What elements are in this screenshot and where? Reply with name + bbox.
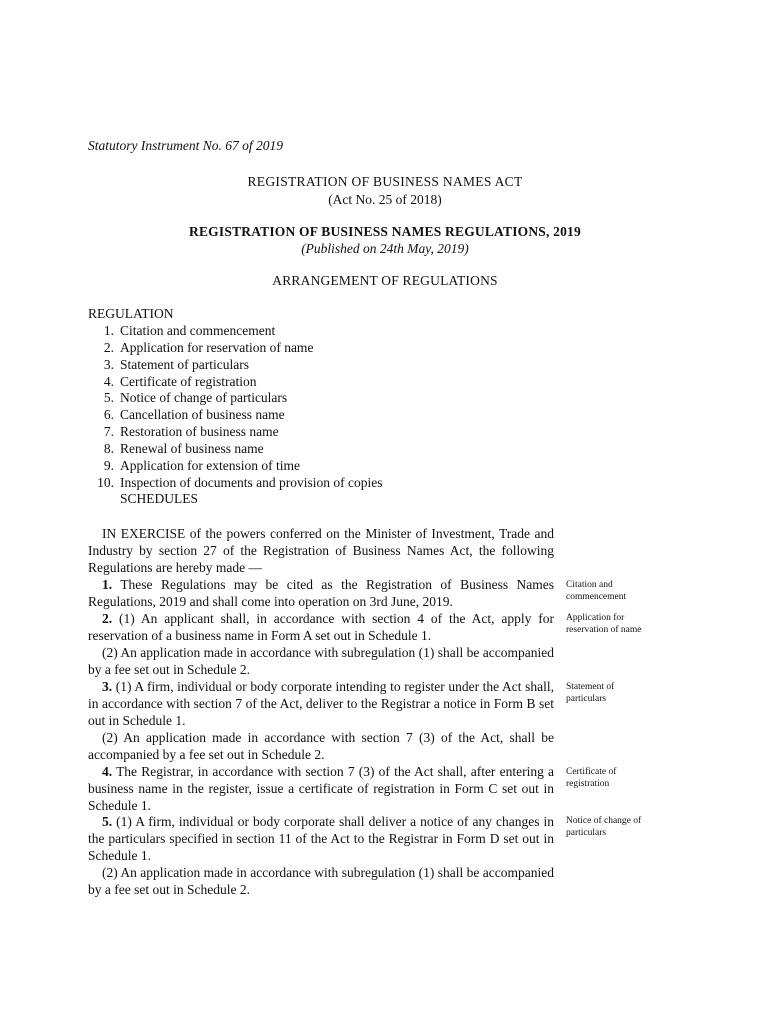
regulation-subparagraph: (2) An application made in accordance with subregulation (1) shall be accompanied by a fee set out in Schedule 2. [88, 864, 554, 897]
item-number: 8. [103, 440, 114, 456]
regulation-subparagraph: (2) An application made in accordance with subregulation (1) shall be accompanied by a fee set out in Schedule 2. [88, 644, 554, 677]
regulation-number: 5. [102, 814, 113, 829]
contents-item [88, 407, 588, 424]
contents-item [88, 390, 588, 407]
contents-heading: REGULATION [88, 306, 174, 321]
item-number: 2. [103, 339, 114, 355]
contents-item [88, 340, 588, 357]
preamble [88, 526, 554, 577]
regulation-1 [88, 577, 554, 611]
margin-note-notice: Notice of change of particulars [566, 816, 642, 838]
contents-item [88, 424, 588, 441]
item-label: Statement of particulars [120, 356, 249, 372]
item-number: 10. [97, 474, 114, 490]
regulation-number: 3. [102, 679, 113, 694]
item-label: Renewal of business name [120, 440, 264, 456]
item-label: Citation and commencement [120, 323, 276, 338]
item-label: Application for reservation of name [120, 339, 314, 355]
regulation-subparagraph: (2) An application made in accordance with section 7 (3) of the Act, shall be accompanied by a fee set out in Schedule 2. [88, 729, 554, 762]
margin-note-certificate: Certificate of registration [566, 767, 617, 789]
item-number: 6. [103, 407, 114, 423]
regulation-number: 4. [102, 764, 113, 779]
schedules-item: SCHEDULES [120, 491, 199, 506]
item-number: 1. [103, 323, 114, 338]
arrangement-heading: ARRANGEMENT OF REGULATIONS [272, 273, 498, 288]
contents-item [88, 441, 588, 458]
margin-note-statement: Statement of particulars [566, 682, 615, 704]
margin-note-reservation: Application for reservation of name [566, 613, 642, 635]
regulation-2 [88, 611, 554, 679]
item-number: 4. [103, 373, 114, 389]
item-number: 5. [103, 390, 114, 406]
item-label: Certificate of registration [120, 373, 257, 389]
contents-item [88, 475, 588, 492]
contents-item [88, 357, 588, 374]
regulation-number: 2. [102, 611, 113, 626]
published-date: (Published on 24th May, 2019) [301, 241, 469, 256]
regulation-5 [88, 814, 554, 899]
regulations-title: REGISTRATION OF BUSINESS NAMES REGULATIONS, 2019 [189, 224, 581, 239]
contents-item [88, 323, 588, 340]
preamble-lead: IN EXERCISE [102, 526, 186, 541]
contents-item [88, 374, 588, 391]
regulation-3 [88, 679, 554, 764]
instrument-number: Statutory Instrument No. 67 of 2019 [88, 138, 283, 153]
regulation-4 [88, 764, 554, 815]
item-number: 3. [103, 356, 114, 372]
margin-note-citation: Citation and commencement [566, 580, 627, 602]
act-number: (Act No. 25 of 2018) [328, 192, 442, 207]
regulation-text: (1) An applicant shall, in accordance with section 4 of the Act, apply for reservation of a business name in Form A set out in Schedule 1. [88, 611, 554, 643]
regulation-number: 1. [102, 577, 113, 592]
contents-item [88, 458, 588, 475]
item-number: 9. [103, 457, 114, 473]
regulation-text: The Registrar, in accordance with section 7 (3) of the Act shall, after entering a business name in the register, issue a certificate of registration in Form C set out in Schedule 1. [88, 764, 554, 813]
item-label: Notice of change of particulars [120, 390, 288, 406]
item-number: 7. [103, 424, 114, 440]
regulation-text: (1) A firm, individual or body corporate intending to register under the Act shall, in accordance with section 7 of the Act, deliver to the Registrar a notice in Form B set out in Schedule 1. [88, 679, 554, 728]
act-title: REGISTRATION OF BUSINESS NAMES ACT [247, 174, 523, 189]
contents-list [88, 323, 588, 491]
regulation-text: (1) A firm, individual or body corporate shall deliver a notice of any changes in the particulars specified in section 11 of the Act to the Registrar in Form D set out in Schedule 1. [88, 814, 555, 863]
item-label: Application for extension of time [120, 457, 300, 473]
item-label: Restoration of business name [120, 424, 279, 440]
regulation-text: These Regulations may be cited as the Registration of Business Names Regulations, 2019 and shall come into operation on 3rd June, 2019. [88, 577, 554, 609]
preamble-text: of the powers conferred on the Minister of Investment, Trade and Industry by section 27 of the Registration of Business Names Act, the following Regulations are hereby made — [88, 526, 554, 575]
item-label: Inspection of documents and provision of copies [120, 474, 383, 490]
item-label: Cancellation of business name [120, 407, 285, 423]
